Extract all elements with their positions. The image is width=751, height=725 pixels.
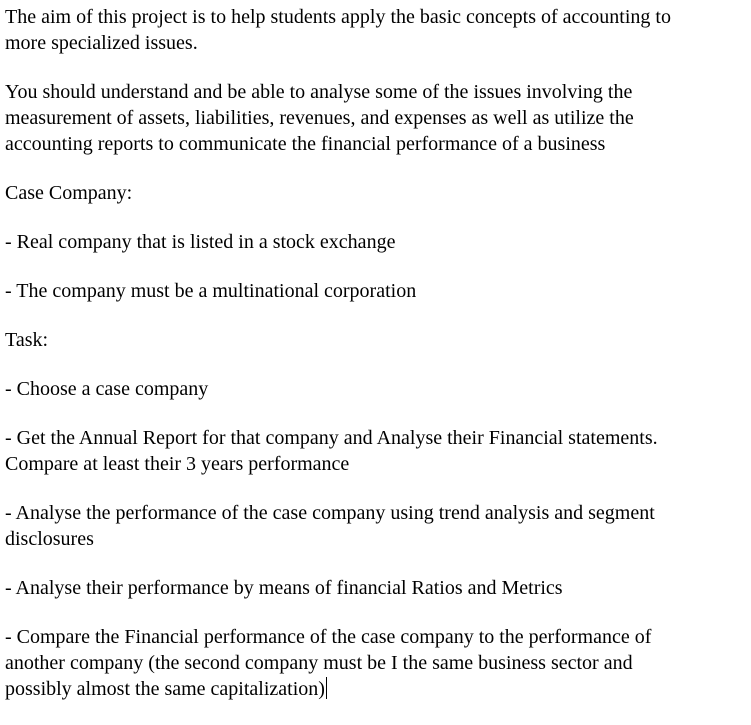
task-item-2-line-2: Compare at least their 3 years performance [5,453,350,475]
intro-line-1: The aim of this project is to help students apply the basic concepts of accounting to [5,6,671,28]
intro-line-2: more specialized issues. [5,32,198,54]
case-item-multinational [5,278,751,304]
task-item-5-line-3: possibly almost the same capitalization) [5,678,325,700]
task-item-1-text: - Choose a case company [5,378,209,400]
task-item-2-line-1: - Get the Annual Report for that company and Analyse their Financial statements. [5,427,658,449]
task-item-5-line-3-wrap [5,676,751,702]
task-heading-text: Task: [5,329,49,351]
text-cursor [326,677,327,699]
understand-line-3: accounting reports to communicate the financial performance of a business [5,133,606,155]
task-item-annual-report [5,425,751,477]
task-item-choose [5,376,751,402]
understand-paragraph [5,79,751,157]
case-item-1-text: - Real company that is listed in a stock exchange [5,231,396,253]
case-item-listed [5,229,751,255]
task-item-trend-analysis [5,500,751,552]
case-heading-text: Case Company: [5,182,133,204]
understand-line-2: measurement of assets, liabilities, revenues, and expenses as well as utilize the [5,107,634,129]
case-item-2-text: - The company must be a multinational corporation [5,280,417,302]
task-item-5-line-1: - Compare the Financial performance of the case company to the performance of [5,626,652,648]
task-heading [5,327,751,353]
document-body[interactable] [5,4,751,725]
understand-line-1: You should understand and be able to analyse some of the issues involving the [5,81,633,103]
task-item-5-line-2: another company (the second company must be I the same business sector and [5,652,633,674]
case-company-heading [5,180,751,206]
task-item-3-line-2: disclosures [5,528,94,550]
task-item-ratios [5,575,751,601]
intro-paragraph [5,4,751,56]
task-item-compare [5,624,751,702]
task-item-4-text: - Analyse their performance by means of financial Ratios and Metrics [5,577,563,599]
task-item-3-line-1: - Analyse the performance of the case company using trend analysis and segment [5,502,655,524]
